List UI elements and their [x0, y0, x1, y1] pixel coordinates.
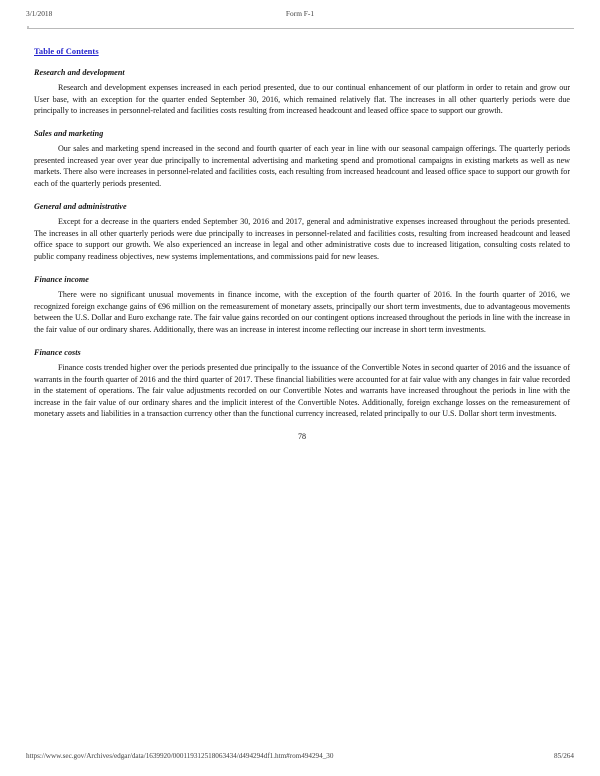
- header-divider: [27, 28, 574, 29]
- section-heading: General and administrative: [34, 202, 127, 212]
- section-finance-income: [34, 275, 570, 335]
- print-footer: [26, 752, 574, 764]
- page-number: 78: [297, 432, 307, 442]
- table-of-contents-link[interactable]: Table of Contents: [34, 47, 99, 56]
- section-heading: Finance costs: [34, 347, 81, 357]
- print-footer-page-counter: 85/264: [554, 752, 574, 760]
- section-paragraph: Research and development expenses increased in each period presented, due to our continual enhancement of our platform in order to retain and grow our User base, with an exception for the quarter ended September 30, 2016, which remained relatively flat. The increases in all other quarterly periods were due principally to increases in personnel-related and facilities costs resulting from increased headcount and leased office space to support our growth.: [34, 83, 570, 116]
- section-paragraph: Except for a decrease in the quarters ended September 30, 2016 and 2017, general and administrative expenses increased throughout the periods presented. The increases in all other quarterly periods were due principally to increases in personnel-related and facilities costs, resulting from increased headcount and leased office space to support our growth. We also experienced an increase in legal and other administrative costs due to increased litigation, consulting costs related to public company readiness objectives, new systems implementations, and commissions paid for new leases.: [34, 217, 570, 261]
- section-finance-costs: [34, 348, 570, 420]
- section-research-and-development: [34, 68, 570, 117]
- document-body: [34, 41, 570, 441]
- section-heading: Sales and marketing: [34, 129, 104, 139]
- print-header-date: 3/1/2018: [26, 9, 53, 18]
- section-paragraph: There were no significant unusual movements in finance income, with the exception of the fourth quarter of 2016. In the fourth quarter of 2016, we recognized foreign exchange gains of €96 million on the remeasurement of monetary assets, principally our short term investments, due to advantageous movements between the U.S. Dollar and Euro exchange rate. The fair value gains recorded on our contingent options increased throughout the periods in line with the increase in the fair value of our ordinary shares. Additionally, there was an increase in interest income reflecting our increase in short term investments.: [34, 290, 570, 334]
- print-header: [26, 9, 574, 21]
- section-heading: Finance income: [34, 275, 89, 285]
- section-sales-and-marketing: [34, 129, 570, 189]
- section-heading: Research and development: [34, 68, 125, 77]
- print-footer-source-url: https://www.sec.gov/Archives/edgar/data/1639920/000119312518063434/d494294df1.htm#rom494294_30: [26, 752, 334, 760]
- section-paragraph: Finance costs trended higher over the periods presented due principally to the issuance of the Convertible Notes in second quarter of 2016 and the issuance of warrants in the fourth quarter of 2016 and the third quarter of 2017. These financial liabilities were accounted for at fair value with any changes in fair value recorded in the statement of operations. The fair value adjustments recorded on our Convertible Notes and warrants have increased throughout the periods in line with the increase in the fair value of our ordinary shares and the implicit interest of the Convertible Notes. Additionally, foreign exchange losses on the remeasurement of monetary assets and liabilities in a transaction currency other than the functional currency increased, related principally to our U.S. Dollar short term investments.: [34, 362, 570, 419]
- section-general-and-administrative: [34, 202, 570, 262]
- section-paragraph: Our sales and marketing spend increased in the second and fourth quarter of each year in line with our seasonal campaign offerings. The quarterly periods presented increased year over year due principally to incremental advertising and marketing spend and promotional campaigns in existing markets as well as new markets. There also were increases in personnel-related and facilities costs, each resulting from increased headcount and leased office space to support our growth for each of the quarterly periods presented.: [34, 144, 570, 189]
- print-header-document-title: Form F-1: [285, 9, 315, 18]
